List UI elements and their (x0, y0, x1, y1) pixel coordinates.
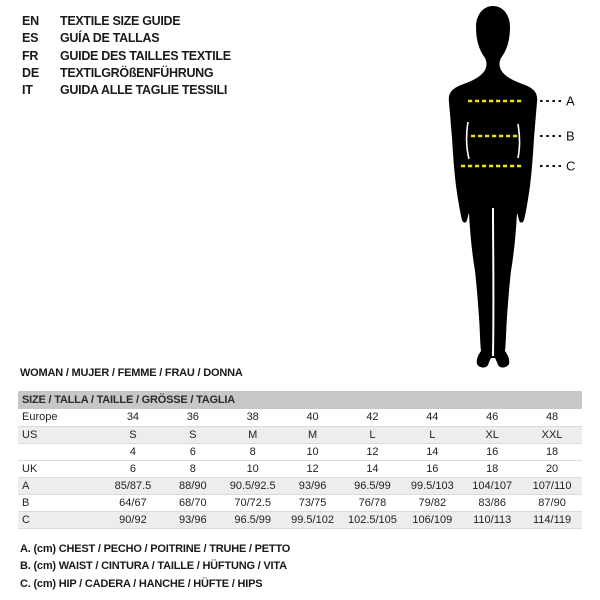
size-cell: 12 (366, 445, 379, 458)
size-cell: 34 (126, 411, 140, 424)
list-item (22, 13, 231, 30)
list-item (22, 82, 231, 99)
table-header: SIZE / TALLA / TAILLE / GRÖSSE / TAGLIA (18, 391, 582, 409)
language-title: TEXTILGRÖßENFÜHRUNG (60, 65, 214, 80)
size-cell: 4 (129, 445, 136, 458)
size-cell: XXL (541, 428, 563, 441)
size-cell: L (369, 428, 376, 441)
size-cell: 6 (189, 445, 196, 458)
size-cell: 12 (306, 462, 319, 475)
size-cell: 10 (246, 462, 259, 475)
size-cell: M (307, 428, 318, 441)
size-table-body (18, 409, 582, 528)
size-cell: 99.5/103 (410, 479, 454, 492)
size-cell: 42 (366, 411, 379, 424)
language-title: GUIDE DES TAILLES TEXTILE (60, 48, 231, 63)
language-list (22, 13, 231, 99)
language-code: DE (22, 65, 39, 80)
size-cell: 18 (486, 462, 499, 475)
size-cell: 40 (306, 411, 319, 424)
size-cell: 85/87.5 (114, 479, 152, 492)
measurement-figure (410, 0, 600, 380)
language-title: TEXTILE SIZE GUIDE (60, 14, 181, 28)
row-label: Europe (22, 411, 58, 424)
language-title: GUÍA DE TALLAS (60, 31, 160, 46)
size-cell: 6 (129, 462, 136, 475)
measurement-legend (20, 541, 290, 593)
language-code: ES (22, 31, 39, 46)
chest-label: A (566, 93, 575, 109)
size-cell: 20 (545, 462, 559, 475)
row-label (18, 443, 103, 460)
size-cell: 16 (426, 462, 439, 475)
language-code: EN (22, 14, 39, 28)
legend-waist: B. (cm) WAIST / CINTURA / TAILLE / HÜFTUNG / VITA (20, 560, 287, 573)
language-title: GUIDA ALLE TAGLIE TESSILI (60, 83, 228, 98)
size-cell: S (129, 428, 137, 441)
size-cell: 83/86 (478, 496, 506, 509)
row-label: A (22, 479, 30, 492)
row-label: C (22, 513, 30, 526)
list-item (22, 30, 231, 47)
size-cell: 68/70 (179, 496, 207, 509)
size-cell: 36 (186, 411, 199, 424)
table-row (18, 443, 582, 460)
size-cell: 114/119 (532, 513, 572, 526)
row-label: B (22, 496, 30, 509)
size-cell: 106/109 (412, 513, 453, 526)
size-cell: 46 (486, 411, 499, 424)
table-row (18, 426, 582, 443)
table-header-row (18, 391, 582, 409)
legend-chest: A. (cm) CHEST / PECHO / POITRINE / TRUHE / PETTO (20, 543, 291, 555)
size-cell: 96.5/99 (354, 479, 391, 492)
size-cell: 8 (189, 462, 196, 475)
size-cell: 76/78 (358, 496, 387, 509)
legend-hip: C. (cm) HIP / CADERA / HANCHE / HÜFTE / HIPS (20, 577, 263, 590)
size-cell: S (189, 428, 197, 441)
list-item (22, 65, 231, 82)
hip-label: C (566, 158, 576, 174)
size-cell: 14 (366, 462, 379, 475)
size-cell: 90.5/92.5 (229, 479, 276, 492)
size-cell: 8 (249, 445, 256, 458)
table-row (18, 409, 582, 426)
size-cell: 90/92 (119, 513, 147, 526)
size-cell: 96.5/99 (234, 513, 272, 526)
size-cell: 10 (306, 445, 319, 458)
table-row (18, 511, 582, 528)
size-table-wrap (18, 391, 582, 529)
size-cell: 79/82 (418, 496, 447, 509)
size-cell: 99.5/102 (291, 513, 334, 526)
size-cell: 73/75 (298, 496, 327, 509)
woman-silhouette-svg (410, 0, 600, 380)
size-cell: M (248, 428, 258, 441)
size-cell: 88/90 (179, 479, 207, 492)
size-cell: 16 (486, 445, 499, 458)
row-label: UK (22, 462, 38, 475)
size-cell: 64/67 (119, 496, 147, 509)
size-cell: 102.5/105 (347, 513, 397, 526)
section-title: WOMAN / MUJER / FEMME / FRAU / DONNA (20, 367, 243, 379)
size-cell: L (429, 428, 436, 441)
size-cell: 38 (246, 411, 259, 424)
size-cell: 93/96 (179, 513, 207, 526)
size-cell: 44 (426, 411, 439, 424)
size-cell: 14 (426, 445, 439, 458)
size-cell: 107/110 (532, 479, 572, 492)
size-cell: 104/107 (472, 479, 513, 492)
waist-label: B (566, 128, 575, 144)
size-table (18, 391, 582, 529)
size-cell: XL (485, 428, 499, 441)
size-cell: 110/113 (473, 513, 512, 526)
size-cell: 48 (545, 411, 559, 424)
table-row (18, 460, 582, 477)
size-cell: 87/90 (538, 496, 566, 509)
row-label: US (22, 428, 38, 441)
size-cell: 70/72.5 (234, 496, 272, 509)
list-item (22, 48, 231, 65)
table-row (18, 494, 582, 511)
language-code: FR (22, 48, 39, 63)
size-cell: 18 (545, 445, 559, 458)
size-cell: 93/96 (298, 479, 327, 492)
table-row (18, 477, 582, 494)
language-code: IT (22, 83, 33, 98)
